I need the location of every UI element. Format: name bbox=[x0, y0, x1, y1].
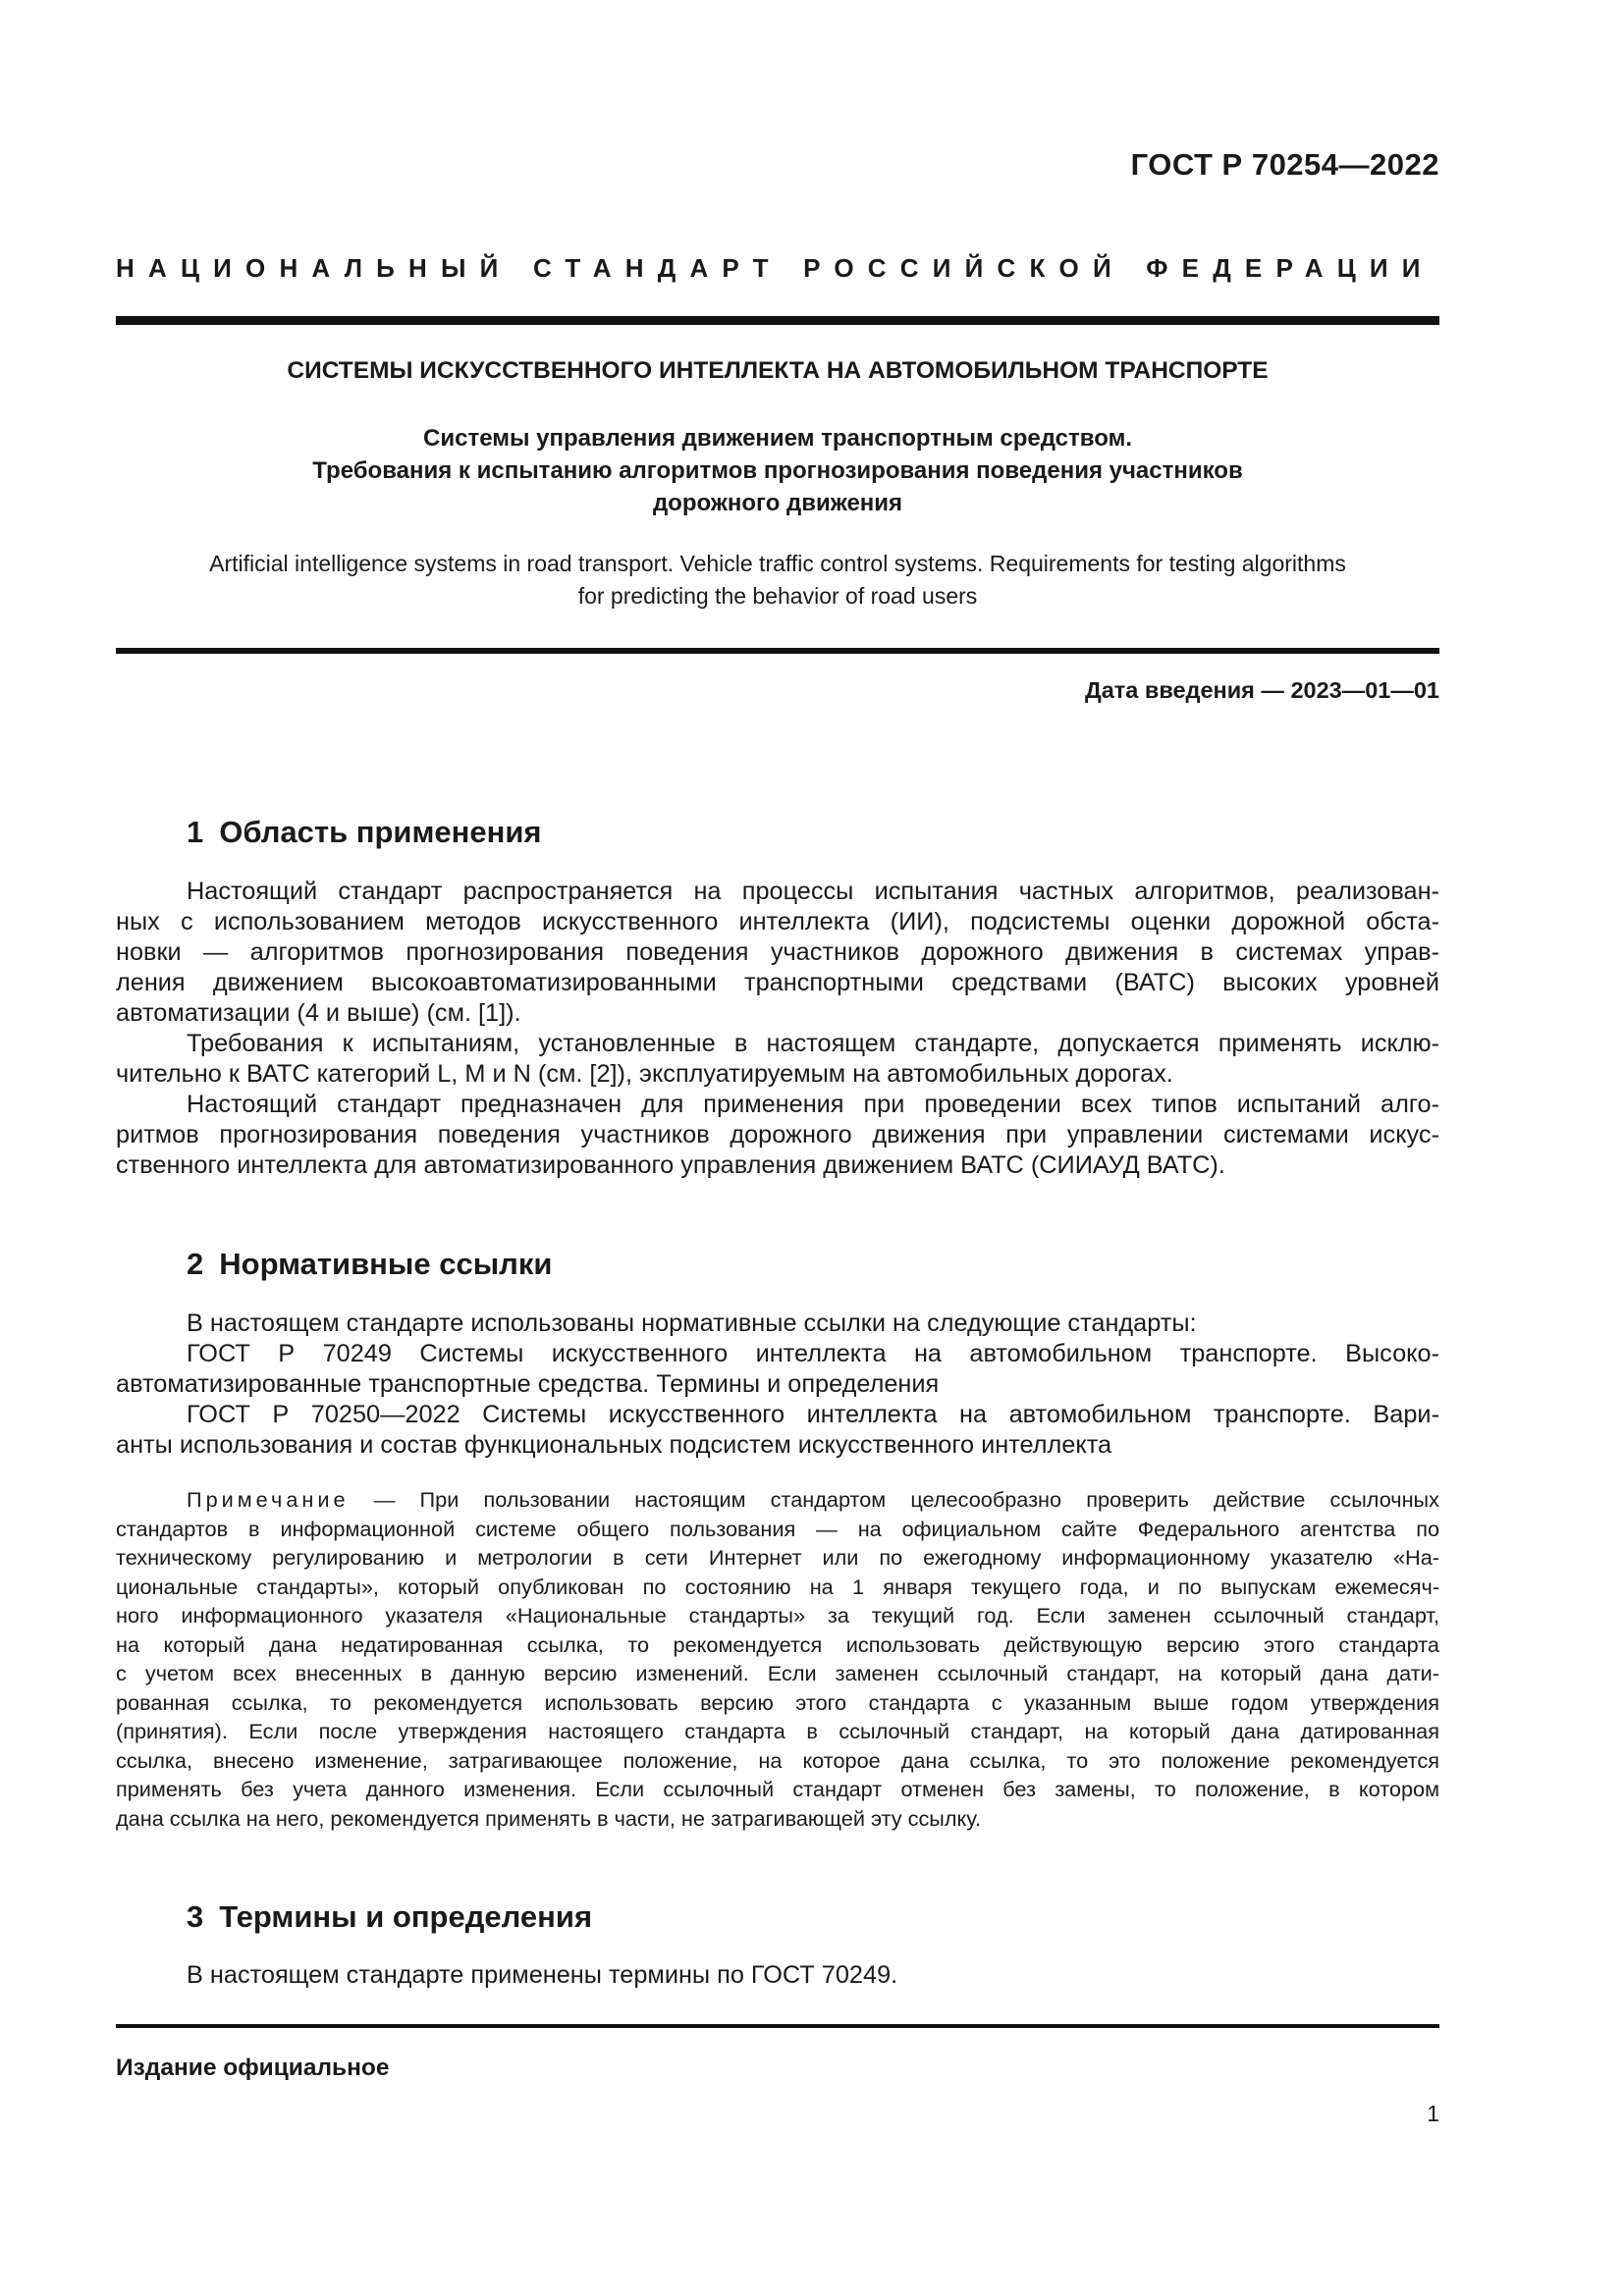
text-line: анты использования и состав функциональных подсистем искусственного интеллекта bbox=[116, 1431, 1112, 1459]
section-1-heading bbox=[187, 815, 542, 850]
english-title bbox=[116, 548, 1439, 613]
title-rule bbox=[116, 648, 1439, 654]
note-line bbox=[116, 1485, 1439, 1515]
section-number: 1 bbox=[187, 815, 204, 849]
header-rule bbox=[116, 316, 1439, 325]
text-line: автоматизации (4 и выше) (см. [1]). bbox=[116, 999, 521, 1027]
note-line: ного информационного указателя «Национальные стандарты» за текущий год. Если заменен ссылочный стандарт, bbox=[116, 1603, 1439, 1628]
note-line: на который дана недатированная ссылка, то рекомендуется использовать действующую версию этого стандарта bbox=[116, 1631, 1439, 1657]
section-3-heading bbox=[187, 1899, 592, 1935]
note-label: Примечание bbox=[187, 1487, 350, 1512]
introduction-date: Дата введения — 2023—01—01 bbox=[1084, 677, 1439, 703]
section-2-heading bbox=[187, 1247, 552, 1282]
section-3-body bbox=[116, 1960, 1439, 1991]
text-line: Настоящий стандарт распространяется на процессы испытания частных алгоритмов, реализован- bbox=[187, 878, 1439, 905]
text-line: новки — алгоритмов прогнозирования поведения участников дорожного движения в системах управ- bbox=[116, 938, 1439, 966]
text-line: Требования к испытаниям, установленные в настоящем стандарте, допускается применять исклю- bbox=[187, 1030, 1439, 1057]
national-standard-banner: НАЦИОНАЛЬНЫЙ СТАНДАРТ РОССИЙСКОЙ ФЕДЕРАЦИИ bbox=[116, 253, 1435, 283]
note-line: рованная ссылка, то рекомендуется использовать версию этого стандарта с указанным выше годом утверждения bbox=[116, 1689, 1439, 1715]
text-line: чительно к ВАТС категорий L, M и N (см. [2]), эксплуатируемым на автомобильных дорогах. bbox=[116, 1060, 1173, 1088]
section-number: 2 bbox=[187, 1247, 204, 1281]
note-line: с учетом всех внесенных в данную версию изменений. Если заменен ссылочный стандарт, на который дана дати- bbox=[116, 1661, 1439, 1685]
note-line: техническому регулированию и метрологии в сети Интернет или по ежегодному информационному указателю «На- bbox=[116, 1545, 1439, 1570]
main-title: СИСТЕМЫ ИСКУССТВЕННОГО ИНТЕЛЛЕКТА НА АВТОМОБИЛЬНОМ ТРАНСПОРТЕ bbox=[287, 357, 1269, 384]
note-text: — При пользовании настоящим стандартом целесообразно проверить действие ссылочных bbox=[349, 1487, 1439, 1512]
text-line: ных с использованием методов искусственного интеллекта (ИИ), подсистемы оценки дорожной обста- bbox=[116, 908, 1439, 935]
note-line: применять без учета данного изменения. Если ссылочный стандарт отменен без замены, то положение, в котором bbox=[116, 1777, 1439, 1801]
text-line: ритмов прогнозирования поведения участников дорожного движения при управлении системами искус- bbox=[116, 1121, 1439, 1148]
footer-rule bbox=[116, 2024, 1439, 2028]
section-number: 3 bbox=[187, 1899, 204, 1934]
text-line: ГОСТ Р 70250—2022 Системы искусственного интеллекта на автомобильном транспорте. Вари- bbox=[187, 1401, 1439, 1428]
text-line: В настоящем стандарте использованы нормативные ссылки на следующие стандарты: bbox=[187, 1309, 1197, 1337]
official-edition-label: Издание официальное bbox=[116, 2055, 390, 2081]
sub-title-line: Требования к испытанию алгоритмов прогнозирования поведения участников bbox=[312, 457, 1243, 484]
section-1-body bbox=[116, 877, 1439, 1181]
section-title: Нормативные ссылки bbox=[219, 1247, 553, 1281]
text-line: Настоящий стандарт предназначен для применения при проведении всех типов испытаний алго- bbox=[187, 1091, 1439, 1118]
note-line: ссылка, внесено изменение, затрагивающее положение, на которое дана ссылка, то это положение рекомендуется bbox=[116, 1747, 1439, 1773]
sub-title-line: дорожного движения bbox=[652, 490, 903, 516]
text-line: автоматизированные транспортные средства. Термины и определения bbox=[116, 1370, 940, 1398]
note-line: (принятия). Если после утверждения настоящего стандарта в ссылочный стандарт, на который дана датированная bbox=[116, 1719, 1439, 1743]
text-line: ГОСТ Р 70249 Системы искусственного интеллекта на автомобильном транспорте. Высоко- bbox=[187, 1340, 1439, 1367]
section-2-note bbox=[116, 1485, 1439, 1833]
text-line: ственного интеллекта для автоматизированного управления движением ВАТС (СИИАУД ВАТС). bbox=[116, 1151, 1225, 1179]
note-line: циональные стандарты», который опубликован по состоянию на 1 января текущего года, и по выпускам ежемесяч- bbox=[116, 1574, 1439, 1599]
section-title: Область применения bbox=[219, 815, 542, 849]
section-2-body bbox=[116, 1308, 1439, 1461]
note-line: дана ссылка на него, рекомендуется применять в части, не затрагивающей эту ссылку. bbox=[116, 1805, 981, 1831]
sub-title-line: Системы управления движением транспортным средством. bbox=[423, 425, 1132, 452]
gost-number: ГОСТ Р 70254—2022 bbox=[1130, 147, 1439, 182]
text-line: В настоящем стандарте применены термины по ГОСТ 70249. bbox=[187, 1961, 898, 1989]
page-number: 1 bbox=[1427, 2101, 1439, 2126]
english-title-line: for predicting the behavior of road users bbox=[577, 583, 978, 609]
text-line: ления движением высокоавтоматизированными транспортными средствами (ВАТС) высоких уровней bbox=[116, 969, 1439, 996]
sub-title bbox=[116, 422, 1439, 519]
section-title: Термины и определения bbox=[219, 1899, 593, 1934]
english-title-line: Artificial intelligence systems in road transport. Vehicle traffic control systems. Requirements for testing algorithms bbox=[209, 551, 1346, 576]
note-line: стандартов в информационной системе общего пользования — на официальном сайте Федерального агентства по bbox=[116, 1516, 1439, 1541]
